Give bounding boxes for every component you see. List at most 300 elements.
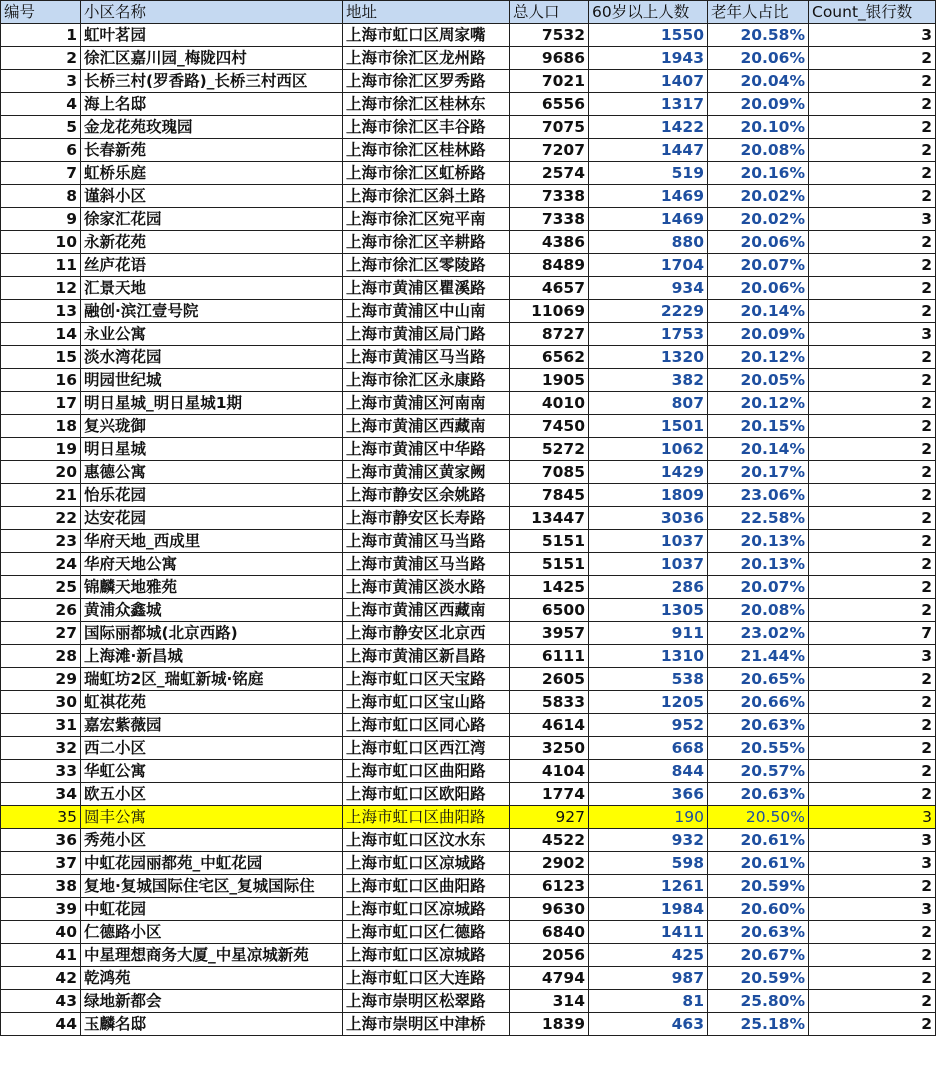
cell-address[interactable]: 上海市徐汇区零陵路 <box>343 254 510 277</box>
cell-elderly-ratio[interactable]: 20.16% <box>708 162 809 185</box>
cell-bank-count[interactable]: 2 <box>809 507 936 530</box>
cell-population[interactable]: 4386 <box>510 231 589 254</box>
cell-elderly-ratio[interactable]: 20.12% <box>708 346 809 369</box>
cell-population[interactable]: 7085 <box>510 461 589 484</box>
cell-name[interactable]: 虹叶茗园 <box>81 24 343 47</box>
cell-address[interactable]: 上海市黄浦区西藏南 <box>343 415 510 438</box>
cell-address[interactable]: 上海市静安区北京西 <box>343 622 510 645</box>
cell-address[interactable]: 上海市徐汇区斜土路 <box>343 185 510 208</box>
cell-elderly-ratio[interactable]: 20.06% <box>708 231 809 254</box>
cell-elderly-count[interactable]: 1310 <box>589 645 708 668</box>
cell-elderly-count[interactable]: 598 <box>589 852 708 875</box>
cell-population[interactable]: 9630 <box>510 898 589 921</box>
cell-population[interactable]: 2056 <box>510 944 589 967</box>
cell-bank-count[interactable]: 2 <box>809 300 936 323</box>
cell-address[interactable]: 上海市黄浦区马当路 <box>343 553 510 576</box>
cell-name[interactable]: 谨斜小区 <box>81 185 343 208</box>
cell-name[interactable]: 融创·滨江壹号院 <box>81 300 343 323</box>
cell-address[interactable]: 上海市黄浦区中华路 <box>343 438 510 461</box>
cell-bank-count[interactable]: 2 <box>809 944 936 967</box>
cell-elderly-ratio[interactable]: 23.06% <box>708 484 809 507</box>
cell-bank-count[interactable]: 2 <box>809 530 936 553</box>
cell-id[interactable]: 6 <box>1 139 81 162</box>
cell-elderly-count[interactable]: 1411 <box>589 921 708 944</box>
cell-name[interactable]: 瑞虹坊2区_瑞虹新城·铭庭 <box>81 668 343 691</box>
cell-id[interactable]: 19 <box>1 438 81 461</box>
cell-name[interactable]: 西二小区 <box>81 737 343 760</box>
cell-bank-count[interactable]: 2 <box>809 484 936 507</box>
cell-population[interactable]: 5833 <box>510 691 589 714</box>
cell-id[interactable]: 4 <box>1 93 81 116</box>
cell-bank-count[interactable]: 2 <box>809 162 936 185</box>
cell-bank-count[interactable]: 3 <box>809 898 936 921</box>
cell-elderly-count[interactable]: 1261 <box>589 875 708 898</box>
cell-bank-count[interactable]: 2 <box>809 1013 936 1036</box>
cell-id[interactable]: 43 <box>1 990 81 1013</box>
cell-bank-count[interactable]: 2 <box>809 783 936 806</box>
cell-bank-count[interactable]: 2 <box>809 760 936 783</box>
cell-id[interactable]: 13 <box>1 300 81 323</box>
cell-elderly-count[interactable]: 987 <box>589 967 708 990</box>
cell-elderly-count[interactable]: 519 <box>589 162 708 185</box>
cell-elderly-ratio[interactable]: 20.65% <box>708 668 809 691</box>
cell-id[interactable]: 30 <box>1 691 81 714</box>
cell-id[interactable]: 39 <box>1 898 81 921</box>
cell-name[interactable]: 乾鸿苑 <box>81 967 343 990</box>
cell-elderly-ratio[interactable]: 20.61% <box>708 852 809 875</box>
cell-id[interactable]: 41 <box>1 944 81 967</box>
cell-population[interactable]: 6500 <box>510 599 589 622</box>
cell-elderly-ratio[interactable]: 20.07% <box>708 576 809 599</box>
cell-address[interactable]: 上海市徐汇区虹桥路 <box>343 162 510 185</box>
cell-address[interactable]: 上海市虹口区凉城路 <box>343 852 510 875</box>
cell-name[interactable]: 华府天地公寓 <box>81 553 343 576</box>
cell-id[interactable]: 33 <box>1 760 81 783</box>
cell-id[interactable]: 37 <box>1 852 81 875</box>
cell-bank-count[interactable]: 2 <box>809 369 936 392</box>
cell-bank-count[interactable]: 2 <box>809 553 936 576</box>
cell-elderly-ratio[interactable]: 20.04% <box>708 70 809 93</box>
cell-population[interactable]: 4010 <box>510 392 589 415</box>
cell-elderly-count[interactable]: 1809 <box>589 484 708 507</box>
cell-elderly-ratio[interactable]: 20.59% <box>708 967 809 990</box>
cell-name[interactable]: 虹桥乐庭 <box>81 162 343 185</box>
cell-population[interactable]: 6123 <box>510 875 589 898</box>
cell-name[interactable]: 中虹花园 <box>81 898 343 921</box>
cell-id[interactable]: 21 <box>1 484 81 507</box>
cell-name[interactable]: 海上名邸 <box>81 93 343 116</box>
cell-id[interactable]: 16 <box>1 369 81 392</box>
cell-name[interactable]: 仁德路小区 <box>81 921 343 944</box>
cell-elderly-ratio[interactable]: 20.57% <box>708 760 809 783</box>
cell-bank-count[interactable]: 2 <box>809 392 936 415</box>
cell-address[interactable]: 上海市崇明区中津桥 <box>343 1013 510 1036</box>
cell-elderly-count[interactable]: 1501 <box>589 415 708 438</box>
cell-bank-count[interactable]: 2 <box>809 990 936 1013</box>
cell-name[interactable]: 玉麟名邸 <box>81 1013 343 1036</box>
cell-population[interactable]: 927 <box>510 806 589 829</box>
cell-address[interactable]: 上海市黄浦区中山南 <box>343 300 510 323</box>
cell-elderly-count[interactable]: 425 <box>589 944 708 967</box>
cell-elderly-count[interactable]: 2229 <box>589 300 708 323</box>
cell-address[interactable]: 上海市虹口区欧阳路 <box>343 783 510 806</box>
cell-population[interactable]: 13447 <box>510 507 589 530</box>
cell-elderly-count[interactable]: 1469 <box>589 185 708 208</box>
cell-name[interactable]: 上海滩·新昌城 <box>81 645 343 668</box>
cell-elderly-count[interactable]: 190 <box>589 806 708 829</box>
header-cell-address[interactable]: 地址 <box>343 1 510 24</box>
cell-name[interactable]: 虹祺花苑 <box>81 691 343 714</box>
cell-id[interactable]: 29 <box>1 668 81 691</box>
cell-elderly-ratio[interactable]: 20.02% <box>708 185 809 208</box>
cell-name[interactable]: 华府天地_西成里 <box>81 530 343 553</box>
cell-address[interactable]: 上海市虹口区曲阳路 <box>343 760 510 783</box>
cell-population[interactable]: 4522 <box>510 829 589 852</box>
cell-address[interactable]: 上海市徐汇区宛平南 <box>343 208 510 231</box>
cell-elderly-ratio[interactable]: 20.67% <box>708 944 809 967</box>
cell-elderly-count[interactable]: 1704 <box>589 254 708 277</box>
cell-bank-count[interactable]: 2 <box>809 438 936 461</box>
cell-id[interactable]: 32 <box>1 737 81 760</box>
cell-elderly-ratio[interactable]: 20.60% <box>708 898 809 921</box>
cell-address[interactable]: 上海市虹口区仁德路 <box>343 921 510 944</box>
cell-address[interactable]: 上海市虹口区天宝路 <box>343 668 510 691</box>
cell-name[interactable]: 永新花苑 <box>81 231 343 254</box>
cell-address[interactable]: 上海市徐汇区龙州路 <box>343 47 510 70</box>
cell-elderly-ratio[interactable]: 20.63% <box>708 783 809 806</box>
cell-elderly-count[interactable]: 952 <box>589 714 708 737</box>
cell-elderly-ratio[interactable]: 20.17% <box>708 461 809 484</box>
cell-bank-count[interactable]: 7 <box>809 622 936 645</box>
cell-name[interactable]: 长春新苑 <box>81 139 343 162</box>
cell-address[interactable]: 上海市黄浦区局门路 <box>343 323 510 346</box>
cell-population[interactable]: 3250 <box>510 737 589 760</box>
cell-population[interactable]: 5151 <box>510 530 589 553</box>
header-cell-elderly-count[interactable]: 60岁以上人数 <box>589 1 708 24</box>
cell-id[interactable]: 22 <box>1 507 81 530</box>
cell-id[interactable]: 44 <box>1 1013 81 1036</box>
cell-address[interactable]: 上海市黄浦区黄家阙 <box>343 461 510 484</box>
cell-id[interactable]: 11 <box>1 254 81 277</box>
cell-id[interactable]: 28 <box>1 645 81 668</box>
cell-id[interactable]: 17 <box>1 392 81 415</box>
cell-elderly-count[interactable]: 1984 <box>589 898 708 921</box>
cell-elderly-ratio[interactable]: 23.02% <box>708 622 809 645</box>
cell-name[interactable]: 黄浦众鑫城 <box>81 599 343 622</box>
cell-address[interactable]: 上海市黄浦区马当路 <box>343 346 510 369</box>
header-cell-bank-count[interactable]: Count_银行数 <box>809 1 936 24</box>
header-cell-id[interactable]: 编号 <box>1 1 81 24</box>
cell-bank-count[interactable]: 2 <box>809 139 936 162</box>
cell-population[interactable]: 4614 <box>510 714 589 737</box>
cell-address[interactable]: 上海市徐汇区辛耕路 <box>343 231 510 254</box>
cell-name[interactable]: 明园世纪城 <box>81 369 343 392</box>
cell-address[interactable]: 上海市徐汇区罗秀路 <box>343 70 510 93</box>
cell-bank-count[interactable]: 2 <box>809 277 936 300</box>
cell-id[interactable]: 5 <box>1 116 81 139</box>
cell-name[interactable]: 淡水湾花园 <box>81 346 343 369</box>
cell-elderly-ratio[interactable]: 20.12% <box>708 392 809 415</box>
cell-address[interactable]: 上海市虹口区汶水东 <box>343 829 510 852</box>
cell-bank-count[interactable]: 2 <box>809 461 936 484</box>
cell-bank-count[interactable]: 3 <box>809 806 936 829</box>
cell-elderly-count[interactable]: 844 <box>589 760 708 783</box>
cell-population[interactable]: 6562 <box>510 346 589 369</box>
cell-name[interactable]: 怡乐花园 <box>81 484 343 507</box>
cell-id[interactable]: 31 <box>1 714 81 737</box>
cell-name[interactable]: 明日星城 <box>81 438 343 461</box>
cell-id[interactable]: 9 <box>1 208 81 231</box>
cell-elderly-ratio[interactable]: 20.06% <box>708 277 809 300</box>
cell-bank-count[interactable]: 2 <box>809 576 936 599</box>
cell-population[interactable]: 9686 <box>510 47 589 70</box>
cell-elderly-count[interactable]: 1550 <box>589 24 708 47</box>
cell-address[interactable]: 上海市虹口区大连路 <box>343 967 510 990</box>
cell-population[interactable]: 7075 <box>510 116 589 139</box>
cell-address[interactable]: 上海市黄浦区瞿溪路 <box>343 277 510 300</box>
cell-bank-count[interactable]: 2 <box>809 691 936 714</box>
cell-population[interactable]: 4794 <box>510 967 589 990</box>
cell-id[interactable]: 14 <box>1 323 81 346</box>
cell-id[interactable]: 8 <box>1 185 81 208</box>
cell-id[interactable]: 15 <box>1 346 81 369</box>
cell-population[interactable]: 6840 <box>510 921 589 944</box>
cell-elderly-count[interactable]: 807 <box>589 392 708 415</box>
cell-bank-count[interactable]: 2 <box>809 93 936 116</box>
cell-name[interactable]: 惠德公寓 <box>81 461 343 484</box>
cell-address[interactable]: 上海市黄浦区马当路 <box>343 530 510 553</box>
cell-name[interactable]: 达安花园 <box>81 507 343 530</box>
cell-elderly-count[interactable]: 463 <box>589 1013 708 1036</box>
cell-id[interactable]: 25 <box>1 576 81 599</box>
cell-population[interactable]: 11069 <box>510 300 589 323</box>
cell-address[interactable]: 上海市虹口区同心路 <box>343 714 510 737</box>
cell-population[interactable]: 5272 <box>510 438 589 461</box>
cell-name[interactable]: 徐汇区嘉川园_梅陇四村 <box>81 47 343 70</box>
cell-elderly-count[interactable]: 880 <box>589 231 708 254</box>
cell-population[interactable]: 8489 <box>510 254 589 277</box>
cell-name[interactable]: 金龙花苑玫瑰园 <box>81 116 343 139</box>
cell-address[interactable]: 上海市黄浦区新昌路 <box>343 645 510 668</box>
cell-elderly-count[interactable]: 1469 <box>589 208 708 231</box>
cell-bank-count[interactable]: 2 <box>809 875 936 898</box>
cell-elderly-count[interactable]: 366 <box>589 783 708 806</box>
cell-name[interactable]: 明日星城_明日星城1期 <box>81 392 343 415</box>
cell-elderly-ratio[interactable]: 20.06% <box>708 47 809 70</box>
cell-name[interactable]: 秀苑小区 <box>81 829 343 852</box>
cell-address[interactable]: 上海市虹口区宝山路 <box>343 691 510 714</box>
cell-bank-count[interactable]: 3 <box>809 24 936 47</box>
cell-address[interactable]: 上海市徐汇区桂林路 <box>343 139 510 162</box>
cell-elderly-ratio[interactable]: 20.09% <box>708 323 809 346</box>
cell-elderly-ratio[interactable]: 20.08% <box>708 139 809 162</box>
cell-bank-count[interactable]: 2 <box>809 967 936 990</box>
cell-bank-count[interactable]: 2 <box>809 714 936 737</box>
cell-address[interactable]: 上海市虹口区西江湾 <box>343 737 510 760</box>
cell-bank-count[interactable]: 2 <box>809 47 936 70</box>
cell-id[interactable]: 7 <box>1 162 81 185</box>
cell-elderly-count[interactable]: 1305 <box>589 599 708 622</box>
cell-population[interactable]: 2574 <box>510 162 589 185</box>
cell-elderly-ratio[interactable]: 20.10% <box>708 116 809 139</box>
cell-bank-count[interactable]: 2 <box>809 346 936 369</box>
cell-id[interactable]: 36 <box>1 829 81 852</box>
cell-bank-count[interactable]: 2 <box>809 415 936 438</box>
cell-elderly-ratio[interactable]: 21.44% <box>708 645 809 668</box>
cell-population[interactable]: 5151 <box>510 553 589 576</box>
cell-address[interactable]: 上海市虹口区曲阳路 <box>343 875 510 898</box>
cell-elderly-ratio[interactable]: 20.14% <box>708 438 809 461</box>
cell-id[interactable]: 42 <box>1 967 81 990</box>
cell-name[interactable]: 复兴珑御 <box>81 415 343 438</box>
cell-elderly-ratio[interactable]: 20.08% <box>708 599 809 622</box>
cell-address[interactable]: 上海市虹口区周家嘴 <box>343 24 510 47</box>
cell-name[interactable]: 华虹公寓 <box>81 760 343 783</box>
cell-id[interactable]: 26 <box>1 599 81 622</box>
cell-population[interactable]: 3957 <box>510 622 589 645</box>
cell-population[interactable]: 1774 <box>510 783 589 806</box>
cell-bank-count[interactable]: 2 <box>809 116 936 139</box>
cell-id[interactable]: 40 <box>1 921 81 944</box>
cell-name[interactable]: 长桥三村(罗香路)_长桥三村西区 <box>81 70 343 93</box>
cell-elderly-ratio[interactable]: 20.55% <box>708 737 809 760</box>
cell-elderly-count[interactable]: 81 <box>589 990 708 1013</box>
cell-name[interactable]: 欧五小区 <box>81 783 343 806</box>
cell-elderly-count[interactable]: 3036 <box>589 507 708 530</box>
cell-population[interactable]: 7207 <box>510 139 589 162</box>
header-cell-population[interactable]: 总人口 <box>510 1 589 24</box>
cell-elderly-ratio[interactable]: 20.07% <box>708 254 809 277</box>
cell-elderly-count[interactable]: 934 <box>589 277 708 300</box>
cell-name[interactable]: 永业公寓 <box>81 323 343 346</box>
cell-id[interactable]: 24 <box>1 553 81 576</box>
cell-address[interactable]: 上海市虹口区凉城路 <box>343 898 510 921</box>
cell-population[interactable]: 1905 <box>510 369 589 392</box>
cell-elderly-ratio[interactable]: 20.13% <box>708 553 809 576</box>
cell-name[interactable]: 嘉宏紫薇园 <box>81 714 343 737</box>
cell-elderly-ratio[interactable]: 25.80% <box>708 990 809 1013</box>
cell-bank-count[interactable]: 2 <box>809 231 936 254</box>
cell-elderly-count[interactable]: 1320 <box>589 346 708 369</box>
cell-name[interactable]: 中虹花园丽都苑_中虹花园 <box>81 852 343 875</box>
cell-population[interactable]: 6556 <box>510 93 589 116</box>
cell-elderly-ratio[interactable]: 20.66% <box>708 691 809 714</box>
cell-bank-count[interactable]: 2 <box>809 185 936 208</box>
cell-address[interactable]: 上海市徐汇区桂林东 <box>343 93 510 116</box>
cell-elderly-count[interactable]: 1037 <box>589 530 708 553</box>
cell-address[interactable]: 上海市静安区长寿路 <box>343 507 510 530</box>
cell-id[interactable]: 1 <box>1 24 81 47</box>
cell-population[interactable]: 1839 <box>510 1013 589 1036</box>
cell-elderly-count[interactable]: 1422 <box>589 116 708 139</box>
cell-elderly-count[interactable]: 1317 <box>589 93 708 116</box>
cell-id[interactable]: 2 <box>1 47 81 70</box>
cell-address[interactable]: 上海市虹口区凉城路 <box>343 944 510 967</box>
cell-address[interactable]: 上海市黄浦区西藏南 <box>343 599 510 622</box>
cell-bank-count[interactable]: 2 <box>809 668 936 691</box>
cell-elderly-ratio[interactable]: 20.05% <box>708 369 809 392</box>
cell-population[interactable]: 7532 <box>510 24 589 47</box>
cell-name[interactable]: 绿地新都会 <box>81 990 343 1013</box>
cell-population[interactable]: 1425 <box>510 576 589 599</box>
cell-elderly-count[interactable]: 1062 <box>589 438 708 461</box>
cell-bank-count[interactable]: 3 <box>809 852 936 875</box>
cell-bank-count[interactable]: 2 <box>809 921 936 944</box>
cell-name[interactable]: 中星理想商务大厦_中星凉城新苑 <box>81 944 343 967</box>
cell-id[interactable]: 10 <box>1 231 81 254</box>
cell-bank-count[interactable]: 2 <box>809 737 936 760</box>
cell-elderly-count[interactable]: 1037 <box>589 553 708 576</box>
cell-bank-count[interactable]: 2 <box>809 599 936 622</box>
cell-id[interactable]: 12 <box>1 277 81 300</box>
cell-bank-count[interactable]: 2 <box>809 254 936 277</box>
cell-address[interactable]: 上海市黄浦区河南南 <box>343 392 510 415</box>
cell-id[interactable]: 38 <box>1 875 81 898</box>
cell-bank-count[interactable]: 3 <box>809 645 936 668</box>
cell-elderly-count[interactable]: 286 <box>589 576 708 599</box>
cell-elderly-count[interactable]: 668 <box>589 737 708 760</box>
cell-population[interactable]: 4104 <box>510 760 589 783</box>
cell-elderly-ratio[interactable]: 20.59% <box>708 875 809 898</box>
cell-address[interactable]: 上海市徐汇区永康路 <box>343 369 510 392</box>
cell-bank-count[interactable]: 3 <box>809 829 936 852</box>
cell-elderly-ratio[interactable]: 20.15% <box>708 415 809 438</box>
cell-elderly-count[interactable]: 1429 <box>589 461 708 484</box>
cell-population[interactable]: 4657 <box>510 277 589 300</box>
cell-id[interactable]: 20 <box>1 461 81 484</box>
cell-address[interactable]: 上海市徐汇区丰谷路 <box>343 116 510 139</box>
cell-population[interactable]: 2902 <box>510 852 589 875</box>
cell-elderly-count[interactable]: 911 <box>589 622 708 645</box>
cell-elderly-ratio[interactable]: 25.18% <box>708 1013 809 1036</box>
cell-elderly-count[interactable]: 1447 <box>589 139 708 162</box>
cell-elderly-ratio[interactable]: 20.63% <box>708 714 809 737</box>
cell-address[interactable]: 上海市崇明区松翠路 <box>343 990 510 1013</box>
cell-name[interactable]: 复地·复城国际住宅区_复城国际住 <box>81 875 343 898</box>
cell-bank-count[interactable]: 2 <box>809 70 936 93</box>
cell-name[interactable]: 锦麟天地雅苑 <box>81 576 343 599</box>
cell-id[interactable]: 27 <box>1 622 81 645</box>
cell-elderly-ratio[interactable]: 20.13% <box>708 530 809 553</box>
cell-population[interactable]: 8727 <box>510 323 589 346</box>
cell-elderly-count[interactable]: 1205 <box>589 691 708 714</box>
cell-elderly-ratio[interactable]: 22.58% <box>708 507 809 530</box>
cell-id[interactable]: 18 <box>1 415 81 438</box>
header-cell-elderly-ratio[interactable]: 老年人占比 <box>708 1 809 24</box>
cell-address[interactable]: 上海市静安区余姚路 <box>343 484 510 507</box>
cell-id[interactable]: 35 <box>1 806 81 829</box>
cell-address[interactable]: 上海市虹口区曲阳路 <box>343 806 510 829</box>
cell-population[interactable]: 314 <box>510 990 589 1013</box>
cell-id[interactable]: 34 <box>1 783 81 806</box>
cell-name[interactable]: 国际丽都城(北京西路) <box>81 622 343 645</box>
cell-name[interactable]: 圆丰公寓 <box>81 806 343 829</box>
cell-name[interactable]: 丝庐花语 <box>81 254 343 277</box>
cell-id[interactable]: 3 <box>1 70 81 93</box>
cell-name[interactable]: 徐家汇花园 <box>81 208 343 231</box>
cell-population[interactable]: 7450 <box>510 415 589 438</box>
cell-elderly-count[interactable]: 1753 <box>589 323 708 346</box>
cell-elderly-count[interactable]: 1407 <box>589 70 708 93</box>
header-cell-name[interactable]: 小区名称 <box>81 1 343 24</box>
cell-elderly-count[interactable]: 932 <box>589 829 708 852</box>
cell-population[interactable]: 7338 <box>510 208 589 231</box>
cell-elderly-ratio[interactable]: 20.63% <box>708 921 809 944</box>
cell-bank-count[interactable]: 3 <box>809 323 936 346</box>
cell-elderly-count[interactable]: 538 <box>589 668 708 691</box>
cell-elderly-ratio[interactable]: 20.58% <box>708 24 809 47</box>
cell-bank-count[interactable]: 3 <box>809 208 936 231</box>
